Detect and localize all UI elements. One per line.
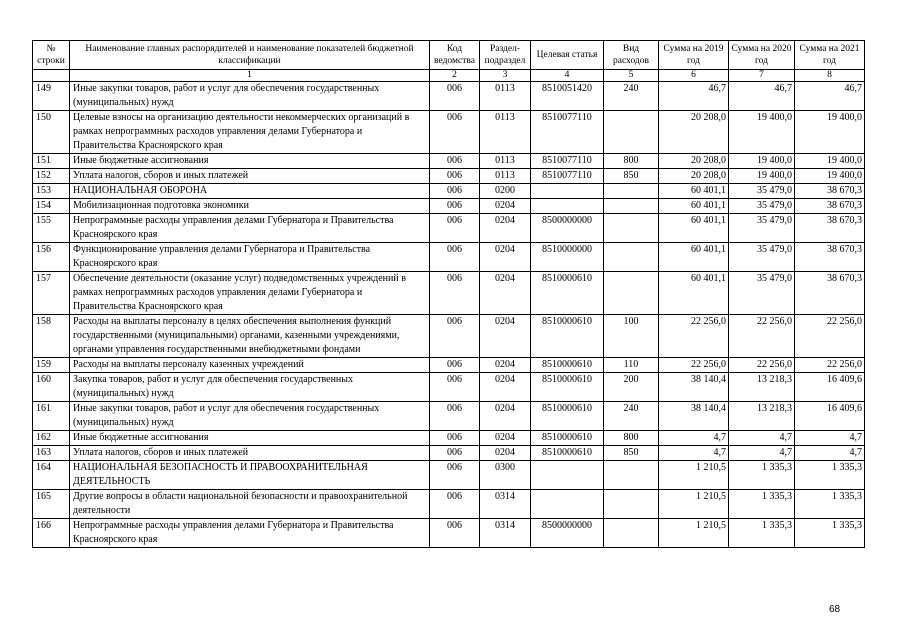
row-section: 0204 [480,214,531,243]
row-sum-2020: 35 479,0 [729,272,795,315]
row-dept-code: 006 [430,272,480,315]
row-sum-2019: 60 401,1 [659,243,729,272]
row-sum-2021: 4,7 [795,446,865,461]
row-sum-2019: 4,7 [659,446,729,461]
row-expense-type: 100 [604,315,659,358]
header-row-number: № строки [33,41,70,70]
budget-table-page [32,40,864,548]
row-number: 157 [33,272,70,315]
row-dept-code: 006 [430,373,480,402]
row-sum-2019: 22 256,0 [659,358,729,373]
row-sum-2020: 4,7 [729,446,795,461]
row-sum-2021: 19 400,0 [795,169,865,184]
row-name: Целевые взносы на организацию деятельности некоммерческих организаций в рамках непрограммных расходов управления делами Губернатора и Правительства Красноярского края [70,111,430,154]
row-number: 153 [33,184,70,199]
row-target-item: 8510077110 [531,169,604,184]
row-dept-code: 006 [430,82,480,111]
row-section: 0204 [480,431,531,446]
header-dept-code: Код ведомства [430,41,480,70]
row-target-item: 8510077110 [531,111,604,154]
row-sum-2019: 38 140,4 [659,373,729,402]
row-number: 166 [33,519,70,548]
row-name: Иные закупки товаров, работ и услуг для обеспечения государственных (муниципальных) нужд [70,82,430,111]
row-dept-code: 006 [430,358,480,373]
row-sum-2021: 16 409,6 [795,373,865,402]
row-expense-type: 800 [604,154,659,169]
row-dept-code: 006 [430,214,480,243]
index-cell: 6 [659,70,729,82]
row-dept-code: 006 [430,184,480,199]
row-dept-code: 006 [430,446,480,461]
table-row [33,315,865,358]
row-sum-2021: 16 409,6 [795,402,865,431]
row-dept-code: 006 [430,461,480,490]
row-expense-type [604,272,659,315]
row-expense-type: 240 [604,82,659,111]
row-sum-2020: 1 335,3 [729,490,795,519]
row-expense-type [604,184,659,199]
row-number: 163 [33,446,70,461]
header-sum-2019: Сумма на 2019 год [659,41,729,70]
row-section: 0113 [480,154,531,169]
row-target-item [531,184,604,199]
index-cell: 2 [430,70,480,82]
row-target-item: 8510051420 [531,82,604,111]
row-target-item: 8500000000 [531,214,604,243]
row-sum-2020: 22 256,0 [729,315,795,358]
row-target-item: 8510000610 [531,402,604,431]
row-expense-type [604,199,659,214]
table-row [33,358,865,373]
row-sum-2020: 4,7 [729,431,795,446]
row-expense-type [604,243,659,272]
column-index-row [33,70,865,82]
row-target-item [531,461,604,490]
row-sum-2019: 1 210,5 [659,461,729,490]
row-dept-code: 006 [430,402,480,431]
row-section: 0113 [480,169,531,184]
row-name: НАЦИОНАЛЬНАЯ БЕЗОПАСНОСТЬ И ПРАВООХРАНИТЕЛЬНАЯ ДЕЯТЕЛЬНОСТЬ [70,461,430,490]
row-number: 156 [33,243,70,272]
row-sum-2021: 4,7 [795,431,865,446]
row-sum-2021: 19 400,0 [795,111,865,154]
row-section: 0113 [480,111,531,154]
row-dept-code: 006 [430,199,480,214]
row-sum-2019: 20 208,0 [659,154,729,169]
row-sum-2021: 22 256,0 [795,315,865,358]
index-cell: 4 [531,70,604,82]
row-number: 159 [33,358,70,373]
row-name: Другие вопросы в области национальной безопасности и правоохранительной деятельности [70,490,430,519]
row-target-item: 8510000000 [531,243,604,272]
row-sum-2019: 60 401,1 [659,214,729,243]
row-sum-2021: 38 670,3 [795,199,865,214]
row-name: Иные бюджетные ассигнования [70,154,430,169]
row-expense-type: 200 [604,373,659,402]
row-sum-2020: 35 479,0 [729,184,795,199]
row-sum-2020: 1 335,3 [729,519,795,548]
row-sum-2019: 60 401,1 [659,184,729,199]
row-sum-2020: 1 335,3 [729,461,795,490]
row-number: 154 [33,199,70,214]
row-sum-2020: 19 400,0 [729,111,795,154]
row-sum-2020: 46,7 [729,82,795,111]
header-sum-2020: Сумма на 2020 год [729,41,795,70]
row-expense-type: 800 [604,431,659,446]
row-sum-2019: 1 210,5 [659,519,729,548]
table-row [33,402,865,431]
row-name: Расходы на выплаты персоналу казенных учреждений [70,358,430,373]
row-target-item: 8510000610 [531,373,604,402]
table-row [33,490,865,519]
row-section: 0204 [480,402,531,431]
index-cell [33,70,70,82]
row-number: 160 [33,373,70,402]
row-target-item: 8510077110 [531,154,604,169]
row-sum-2020: 13 218,3 [729,402,795,431]
row-name: Функционирование управления делами Губернатора и Правительства Красноярского края [70,243,430,272]
row-sum-2019: 1 210,5 [659,490,729,519]
row-target-item: 8510000610 [531,446,604,461]
row-sum-2020: 13 218,3 [729,373,795,402]
row-sum-2021: 1 335,3 [795,490,865,519]
row-name: Иные бюджетные ассигнования [70,431,430,446]
row-sum-2020: 19 400,0 [729,169,795,184]
row-number: 161 [33,402,70,431]
row-name: Расходы на выплаты персоналу в целях обеспечения выполнения функций государственными (муниципальными) органами, казенными учреждениями, органами управления государственными внебюджетными фондами [70,315,430,358]
row-expense-type [604,519,659,548]
row-expense-type [604,461,659,490]
row-target-item [531,199,604,214]
row-target-item: 8510000610 [531,358,604,373]
row-name: Иные закупки товаров, работ и услуг для обеспечения государственных (муниципальных) нужд [70,402,430,431]
row-expense-type [604,214,659,243]
row-sum-2020: 35 479,0 [729,199,795,214]
row-dept-code: 006 [430,431,480,446]
row-section: 0113 [480,82,531,111]
row-expense-type [604,111,659,154]
table-row [33,82,865,111]
row-sum-2020: 19 400,0 [729,154,795,169]
row-expense-type: 850 [604,446,659,461]
row-section: 0204 [480,272,531,315]
row-number: 158 [33,315,70,358]
row-section: 0204 [480,315,531,358]
table-row [33,111,865,154]
row-section: 0204 [480,358,531,373]
row-name: Непрограммные расходы управления делами Губернатора и Правительства Красноярского края [70,214,430,243]
row-name: Уплата налогов, сборов и иных платежей [70,446,430,461]
table-row [33,272,865,315]
row-section: 0204 [480,446,531,461]
index-cell: 7 [729,70,795,82]
row-dept-code: 006 [430,519,480,548]
table-row [33,461,865,490]
row-dept-code: 006 [430,315,480,358]
row-sum-2019: 60 401,1 [659,199,729,214]
row-section: 0314 [480,519,531,548]
table-row [33,431,865,446]
header-expense-type: Вид расходов [604,41,659,70]
row-sum-2019: 22 256,0 [659,315,729,358]
index-cell: 5 [604,70,659,82]
table-row [33,446,865,461]
row-section: 0204 [480,243,531,272]
row-sum-2019: 20 208,0 [659,169,729,184]
row-name: Обеспечение деятельности (оказание услуг) подведомственных учреждений в рамках непрограммных расходов управления делами Губернатора и Правительства Красноярского края [70,272,430,315]
row-dept-code: 006 [430,243,480,272]
table-row [33,154,865,169]
index-cell: 8 [795,70,865,82]
index-cell: 1 [70,70,430,82]
header-section: Раздел-подраздел [480,41,531,70]
row-target-item: 8510000610 [531,315,604,358]
row-sum-2021: 46,7 [795,82,865,111]
table-row [33,169,865,184]
row-section: 0200 [480,184,531,199]
row-sum-2021: 22 256,0 [795,358,865,373]
row-name: НАЦИОНАЛЬНАЯ ОБОРОНА [70,184,430,199]
row-number: 155 [33,214,70,243]
row-name: Уплата налогов, сборов и иных платежей [70,169,430,184]
row-number: 151 [33,154,70,169]
row-sum-2021: 19 400,0 [795,154,865,169]
row-sum-2019: 60 401,1 [659,272,729,315]
row-number: 165 [33,490,70,519]
index-cell: 3 [480,70,531,82]
row-dept-code: 006 [430,169,480,184]
row-sum-2019: 4,7 [659,431,729,446]
table-row [33,184,865,199]
row-target-item [531,490,604,519]
row-section: 0314 [480,490,531,519]
table-body [33,82,865,548]
row-expense-type: 240 [604,402,659,431]
row-dept-code: 006 [430,490,480,519]
header-target-item: Целевая статья [531,41,604,70]
table-row [33,243,865,272]
row-name: Закупка товаров, работ и услуг для обеспечения государственных (муниципальных) нужд [70,373,430,402]
page-number: 68 [829,604,841,615]
row-number: 150 [33,111,70,154]
row-sum-2019: 38 140,4 [659,402,729,431]
row-expense-type: 850 [604,169,659,184]
row-section: 0300 [480,461,531,490]
row-sum-2021: 1 335,3 [795,519,865,548]
row-sum-2020: 35 479,0 [729,243,795,272]
row-expense-type [604,490,659,519]
table-row [33,214,865,243]
budget-table [32,40,865,548]
row-target-item: 8510000610 [531,431,604,446]
row-sum-2019: 46,7 [659,82,729,111]
header-sum-2021: Сумма на 2021 год [795,41,865,70]
row-number: 162 [33,431,70,446]
row-number: 149 [33,82,70,111]
row-expense-type: 110 [604,358,659,373]
row-number: 164 [33,461,70,490]
table-row [33,519,865,548]
row-sum-2021: 38 670,3 [795,243,865,272]
row-section: 0204 [480,199,531,214]
row-sum-2021: 38 670,3 [795,214,865,243]
row-section: 0204 [480,373,531,402]
row-dept-code: 006 [430,111,480,154]
row-name: Мобилизационная подготовка экономики [70,199,430,214]
row-sum-2020: 22 256,0 [729,358,795,373]
row-sum-2021: 38 670,3 [795,184,865,199]
header-name: Наименование главных распорядителей и наименование показателей бюджетной классификации [70,41,430,70]
table-row [33,373,865,402]
row-target-item: 8510000610 [531,272,604,315]
row-target-item: 8500000000 [531,519,604,548]
row-sum-2021: 38 670,3 [795,272,865,315]
row-sum-2020: 35 479,0 [729,214,795,243]
row-name: Непрограммные расходы управления делами Губернатора и Правительства Красноярского края [70,519,430,548]
row-sum-2021: 1 335,3 [795,461,865,490]
row-number: 152 [33,169,70,184]
row-sum-2019: 20 208,0 [659,111,729,154]
table-row [33,199,865,214]
row-dept-code: 006 [430,154,480,169]
